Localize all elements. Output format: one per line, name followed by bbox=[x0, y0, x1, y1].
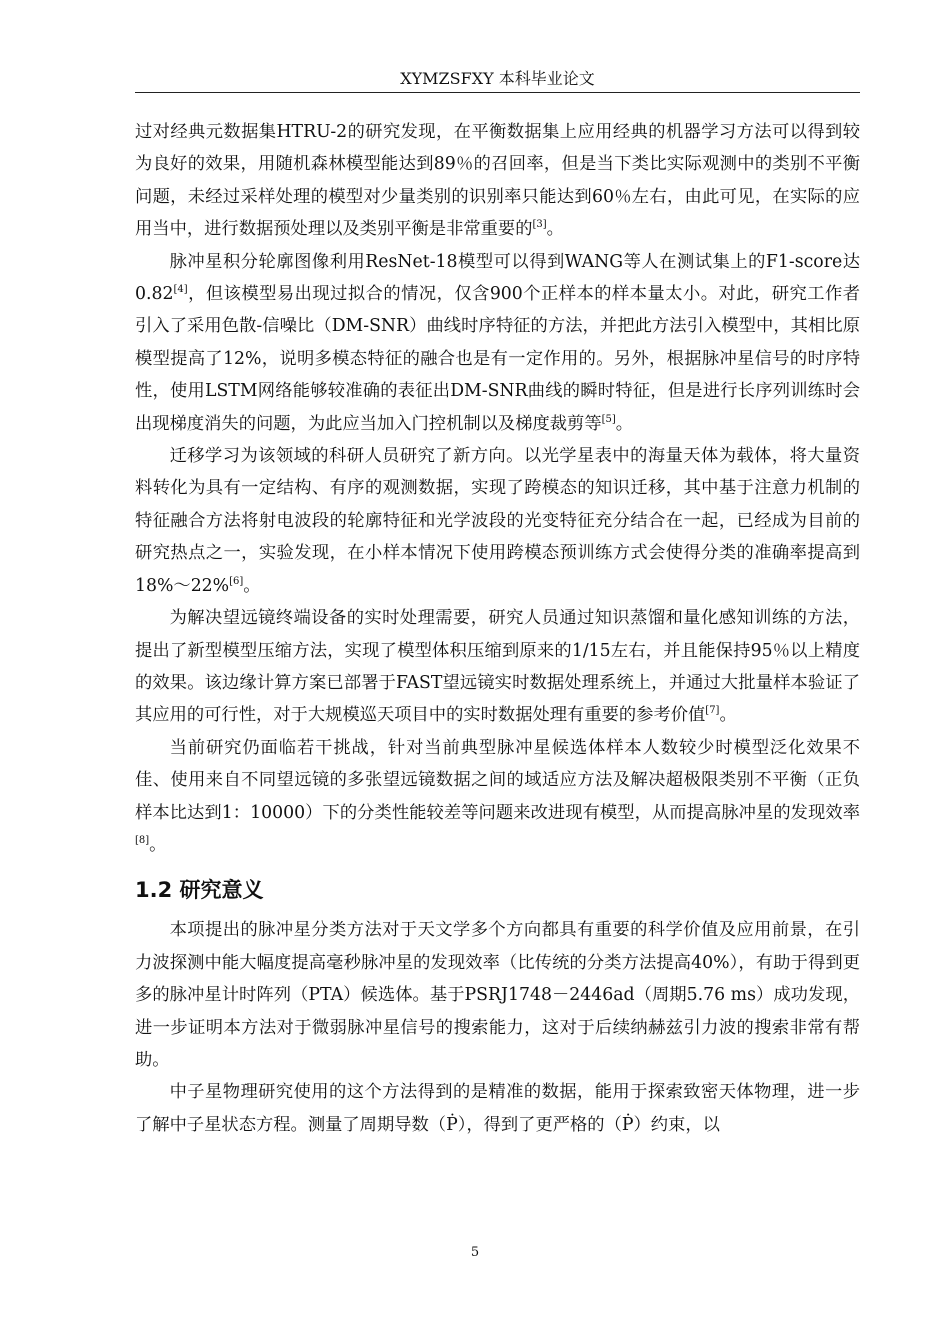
paragraph-significance: 本项提出的脉冲星分类方法对于天文学多个方向都具有重要的科学价值及应用前景，在引力波探测中能大幅度提高毫秒脉冲星的发现效率（比传统的分类方法提高40%），有助于得到更多的脉冲星计时阵列（PTA）候选体。基于PSRJ1748－2446ad（周期5.76 ms）成功发现，进一步证明本方法对于微弱脉冲星信号的搜索能力，这对于后续纳赫兹引力波的搜索非常有帮助。 bbox=[135, 920, 860, 1070]
paragraph-tail: 。 bbox=[149, 834, 167, 855]
running-header: XYMZSFXY 本科毕业论文 bbox=[400, 69, 595, 88]
citation-ref[interactable]: [6] bbox=[229, 575, 244, 587]
paragraph-text: ，但该模型易出现过拟合的情况，仅含900个正样本的样本量太小。对此，研究工作者引入了采用色散-信噪比（DM-SNR）曲线时序特征的方法，并把此方法引入模型中，其相比原模型提高了12%，说明多模态特征的融合也是有一定作用的。另外，根据脉冲星信号的时序特性，使用LSTM网络能够较准确的表征出DM-SNR曲线的瞬时特征，但是进行长序列训练时会出现梯度消失的问题，为此应当加入门控机制以及梯度裁剪等 bbox=[135, 284, 860, 434]
paragraph-htru2 bbox=[135, 116, 860, 246]
paragraph-text: 过对经典元数据集HTRU-2的研究发现，在平衡数据集上应用经典的机器学习方法可以得到较为良好的效果，用随机森林模型能达到89％的召回率，但是当下类比实际观测中的类别不平衡问题，未经过采样处理的模型对少量类别的识别率只能达到60％左右，由此可见，在实际的应用当中，进行数据预处理以及类别平衡是非常重要的 bbox=[135, 122, 860, 240]
paragraph-text: 脉冲星积分轮廓图像利用ResNet-18模型可以得到WANG等人在测试集上的F1-score达0.82 bbox=[135, 251, 860, 305]
citation-ref[interactable]: [3] bbox=[532, 219, 547, 231]
paragraph-tail: 。 bbox=[615, 413, 634, 434]
section-heading: 1.2 研究意义 bbox=[135, 878, 264, 903]
citation-ref[interactable]: [7] bbox=[705, 705, 720, 717]
citation-ref[interactable]: [4] bbox=[173, 284, 188, 296]
paragraph-resnet bbox=[135, 246, 860, 440]
paragraph-transfer-learning bbox=[135, 440, 860, 602]
page-number: 5 bbox=[470, 1245, 480, 1260]
citation-ref[interactable]: [8] bbox=[135, 834, 150, 846]
paragraph-model-compression bbox=[135, 602, 860, 732]
header-rule bbox=[135, 92, 860, 93]
paragraph-neutron-star: 中子星物理研究使用的这个方法得到的是精准的数据，能用于探索致密天体物理，进一步了解中子星状态方程。测量了周期导数（Ṗ），得到了更严格的（Ṗ）约束，以 bbox=[135, 1082, 860, 1135]
paragraph-text: 迁移学习为该领域的科研人员研究了新方向。以光学星表中的海量天体为载体，将大量资料转化为具有一定结构、有序的观测数据，实现了跨模态的知识迁移，其中基于注意力机制的特征融合方法将射电波段的轮廓特征和光学波段的光变特征充分结合在一起，已经成为目前的研究热点之一，实验发现，在小样本情况下使用跨模态预训练方式会使得分类的准确率提高到18%～22% bbox=[135, 446, 860, 596]
paragraph-challenges bbox=[135, 732, 860, 862]
paragraph-tail: 。 bbox=[546, 219, 564, 240]
body-text bbox=[135, 116, 860, 1141]
paragraph-text: 为解决望远镜终端设备的实时处理需要，研究人员通过知识蒸馏和量化感知训练的方法，提出了新型模型压缩方法，实现了模型体积压缩到原来的1/15左右，并且能保持95％以上精度的效果。该边缘计算方案已部署于FAST望远镜实时数据处理系统上，并通过大批量样本验证了其应用的可行性，对于大规模巡天项目中的实时数据处理有重要的参考价值 bbox=[135, 608, 860, 726]
paragraph-tail: 。 bbox=[243, 575, 261, 596]
citation-ref[interactable]: [5] bbox=[601, 413, 616, 425]
paragraph-text: 当前研究仍面临若干挑战，针对当前典型脉冲星候选体样本人数较少时模型泛化效果不佳、使用来自不同望远镜的多张望远镜数据之间的域适应方法及解决超极限类别不平衡（正负样本比达到1：10000）下的分类性能较差等问题来改进现有模型，从而提高脉冲星的发现效率 bbox=[135, 737, 860, 823]
paragraph-tail: 。 bbox=[719, 705, 737, 726]
